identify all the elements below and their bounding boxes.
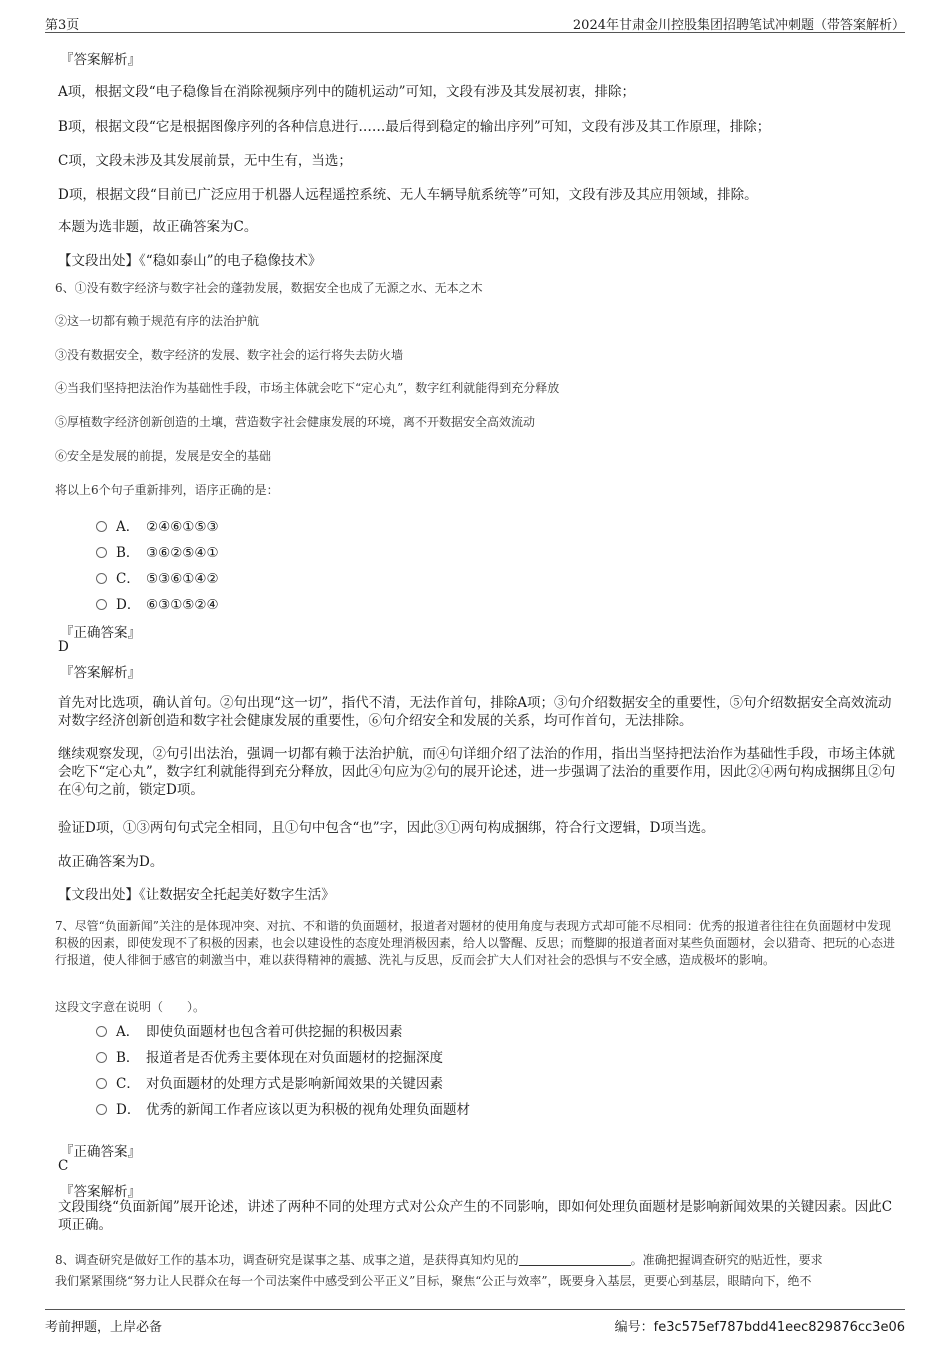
radio-icon[interactable] (96, 599, 107, 610)
q6-answer: D (58, 639, 69, 655)
q5-analysis-a: A项，根据文段“电子稳像旨在消除视频序列中的随机运动”可知，文段有涉及其发展初衷，排除； (58, 84, 636, 100)
q6-option-a[interactable]: A． ②④⑥①⑤③ (96, 515, 219, 535)
q7-analysis: 文段围绕“负面新闻”展开论述，讲述了两种不同的处理方式对公众产生的不同影响，即如何处理负面题材是影响新闻效果的关键因素。因此C项正确。 (58, 1199, 893, 1233)
q5-analysis-title: 『答案解析』 (60, 52, 141, 68)
q7-option-d[interactable]: D． 优秀的新闻工作者应该以更为积极的视角处理负面题材 (96, 1098, 470, 1118)
q6-option-d[interactable]: D． ⑥③①⑤②④ (96, 593, 219, 613)
page-header (45, 10, 905, 33)
document-title: 2024年甘肃金川控股集团招聘笔试冲刺题（带答案解析） (572, 18, 905, 33)
q7-prompt: 这段文字意在说明（ ）。 (55, 1000, 206, 1014)
page-number: 第3页 (45, 18, 80, 33)
radio-icon[interactable] (96, 547, 107, 558)
q6-sentence-1: 6、①没有数字经济与数字社会的蓬勃发展，数据安全也成了无源之水、无本之木 (55, 281, 483, 295)
q6-prompt: 将以上6个句子重新排列，语序正确的是： (55, 483, 279, 497)
q7-answer: C (58, 1158, 69, 1174)
radio-icon[interactable] (96, 1026, 107, 1037)
q6-answer-title: 『正确答案』 (60, 625, 141, 641)
q7-option-a[interactable]: A． 即使负面题材也包含着可供挖掘的积极因素 (96, 1020, 403, 1040)
radio-icon[interactable] (96, 573, 107, 584)
q6-sentence-2: ②这一切都有赖于规范有序的法治护航 (55, 314, 260, 328)
q5-analysis-d: D项，根据文段“目前已广泛应用于机器人远程遥控系统、无人车辆导航系统等”可知，文段有涉及其应用领域，排除。 (58, 187, 758, 203)
q7-analysis-title: 『答案解析』 (60, 1184, 141, 1200)
q5-source: 【文段出处】《“稳如泰山”的电子稳像技术》 (58, 253, 322, 269)
q6-sentence-6: ⑥安全是发展的前提，发展是安全的基础 (55, 449, 272, 463)
fill-blank (519, 1253, 631, 1266)
q6-sentence-4: ④当我们坚持把法治作为基础性手段，市场主体就会吃下“定心丸”，数字红利就能得到充分释放 (55, 381, 560, 395)
q6-analysis-p2: 继续观察发现，②句引出法治，强调一切都有赖于法治护航，而④句详细介绍了法治的作用，指出当坚持把法治作为基础性手段，市场主体就会吃下“定心丸”，数字红利就能得到充分释放，因此④句应为②句的展开论述，进一步强调了法治的重要作用，因此②④两句构成捆绑且②句在④句之前，锁定D项。 (58, 746, 896, 798)
q6-analysis-p1: 首先对比选项，确认首句。②句出现“这一切”，指代不清，无法作首句，排除A项；③句介绍数据安全的重要性，⑤句介绍数据安全高效流动对数字经济创新创造和数字社会健康发展的重要性，⑥句介绍安全和发展的关系，均可作首句，无法排除。 (58, 695, 892, 729)
q6-sentence-3: ③没有数据安全，数字经济的发展、数字社会的运行将失去防火墙 (55, 348, 404, 362)
q5-conclusion: 本题为选非题，故正确答案为C。 (58, 219, 258, 235)
q5-analysis-c: C项，文段未涉及其发展前景，无中生有，当选； (58, 153, 352, 169)
q7-option-c[interactable]: C． 对负面题材的处理方式是影响新闻效果的关键因素 (96, 1072, 443, 1092)
q6-analysis-p3: 验证D项，①③两句句式完全相同，且①句中包含“也”字，因此③①两句构成捆绑，符合行文逻辑，D项当选。 (58, 820, 715, 836)
q8-stem-line1: 8、调查研究是做好工作的基本功，调查研究是谋事之基、成事之道，是获得真知灼见的 。准确把握调查研究的贴近性，要求 (55, 1253, 823, 1267)
q6-conclusion: 故正确答案为D。 (58, 854, 164, 870)
q5-analysis-b: B项，根据文段“它是根据图像序列的各种信息进行……最后得到稳定的输出序列”可知，文段有涉及其工作原理，排除； (58, 119, 771, 135)
q6-option-b[interactable]: B． ③⑥②⑤④① (96, 541, 219, 561)
q7-option-b[interactable]: B． 报道者是否优秀主要体现在对负面题材的挖掘深度 (96, 1046, 443, 1066)
q7-stem: 7、尽管“负面新闻”关注的是体现冲突、对抗、不和谐的负面题材，报道者对题材的使用角度与表现方式却可能不尽相同：优秀的报道者往往在负面题材中发现积极的因素，即使发现不了积极的因素，也会以建设性的态度处理消极因素，给人以警醒、反思；而蹩脚的报道者面对某些负面题材，会以猎奇、把玩的心态进行报道，使人徘徊于感官的刺激当中，难以获得精神的震撼、洗礼与反思，反而会扩大人们对社会的恐惧与不安全感，造成极坏的影响。 (55, 919, 896, 967)
page-footer (45, 1309, 905, 1336)
q8-stem-line2: 我们紧紧围绕“努力让人民群众在每一个司法案件中感受到公平正义”目标，聚焦“公正与效率”，既要身入基层，更要心到基层，眼睛向下，绝不 (55, 1274, 812, 1288)
q6-analysis-title: 『答案解析』 (60, 665, 141, 681)
q6-option-c[interactable]: C． ⑤③⑥①④② (96, 567, 219, 587)
q7-answer-title: 『正确答案』 (60, 1144, 141, 1160)
radio-icon[interactable] (96, 1078, 107, 1089)
q6-source: 【文段出处】《让数据安全托起美好数字生活》 (58, 887, 335, 903)
radio-icon[interactable] (96, 1104, 107, 1115)
footer-slogan: 考前押题，上岸必备 (45, 1320, 163, 1335)
footer-code: 编号：fe3c575ef787bdd41eec829876cc3e06 (614, 1320, 905, 1335)
radio-icon[interactable] (96, 1052, 107, 1063)
q6-sentence-5: ⑤厚植数字经济创新创造的土壤，营造数字社会健康发展的环境，离不开数据安全高效流动 (55, 415, 536, 429)
radio-icon[interactable] (96, 521, 107, 532)
